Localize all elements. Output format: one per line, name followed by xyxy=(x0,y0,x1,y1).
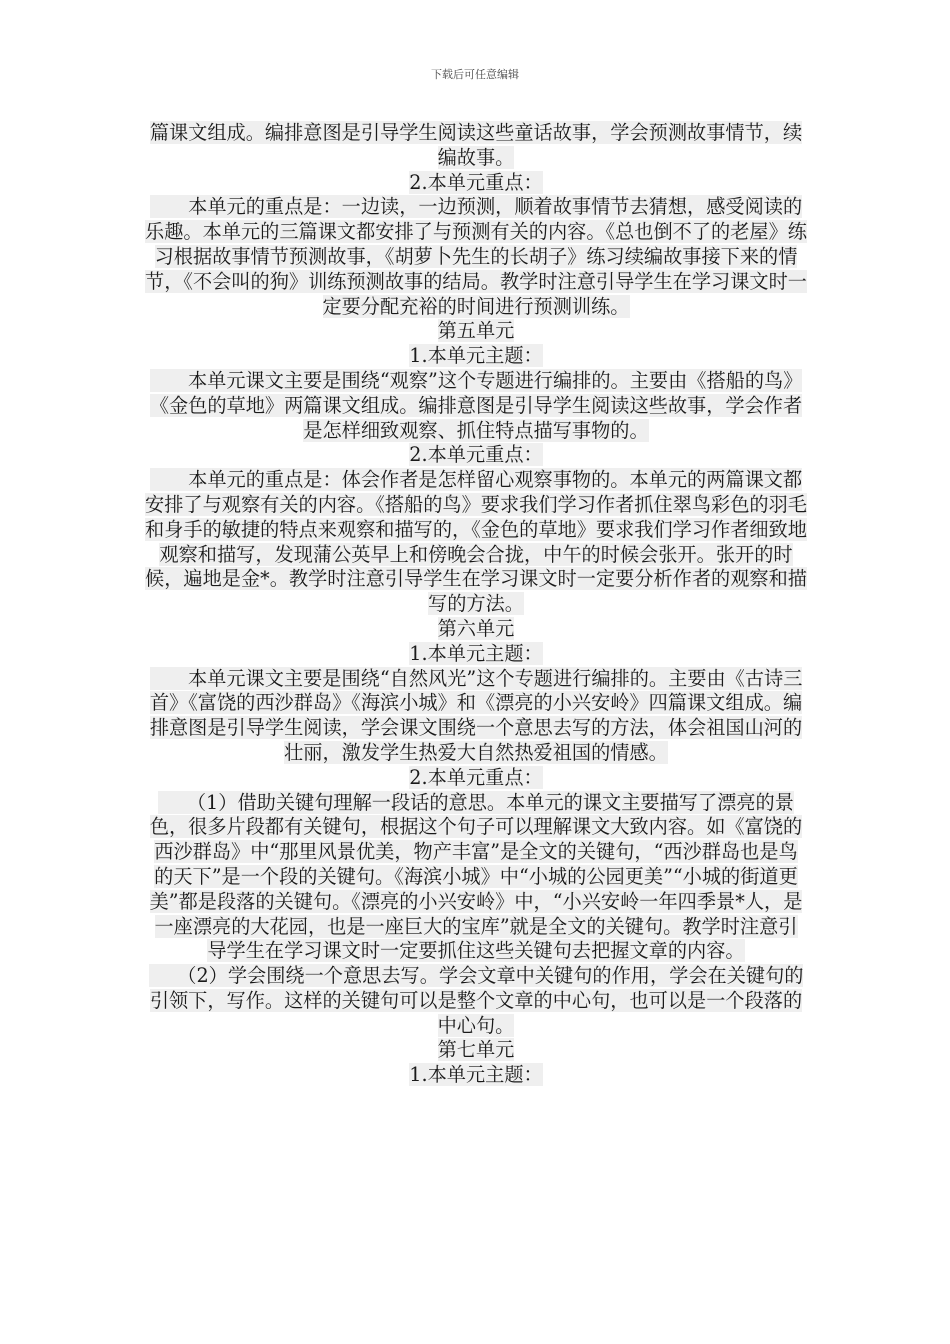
paragraph-unit6-theme: 本单元课文主要是围绕“自然风光”这个专题进行编排的。主要由《古诗三首》《富饶的西沙群岛》《海滨小城》和《漂亮的小兴安岭》四篇课文组成。编排意图是引导学生阅读，学会课文围绕一个意思去写的方法，体会祖国山河的壮丽，激发学生热爱大自然热爱祖国的情感。 xyxy=(149,666,803,764)
section-heading-unit6-theme: 1.本单元主题： xyxy=(409,641,543,665)
paragraph-unit5-theme: 本单元课文主要是围绕“观察”这个专题进行编排的。主要由《搭船的鸟》《金色的草地》两篇课文组成。编排意图是引导学生阅读这些故事，学会作者是怎样细致观察、抓住特点描写事物的。 xyxy=(149,368,803,442)
paragraph-unit6-focus-2: （2）学会围绕一个意思去写。学会文章中关键句的作用，学会在关键句的引领下，写作。这样的关键句可以是整个文章的中心句，也可以是一个段落的中心句。 xyxy=(148,964,804,1037)
unit-heading-unit5: 第五单元 xyxy=(437,319,515,343)
section-heading-unit7-theme: 1.本单元主题： xyxy=(409,1063,543,1087)
unit-heading-unit6: 第六单元 xyxy=(437,616,515,640)
section-heading-unit5-theme: 1.本单元主题： xyxy=(409,344,543,368)
unit-heading-unit7: 第七单元 xyxy=(437,1038,515,1062)
paragraph-unit4-focus: 本单元的重点是：一边读，一边预测，顺着故事情节去猜想，感受阅读的乐趣。本单元的三篇课文都安排了与预测有关的内容。《总也倒不了的老屋》练习根据故事情节预测故事，《胡萝卜先生的长胡子》练习续编故事接下来的情节，《不会叫的狗》训练预测故事的结局。教学时注意引导学生在学习课文时一定要分配充裕的时间进行预测训练。 xyxy=(145,195,807,318)
paragraph-unit6-focus-1: （1）借助关键句理解一段话的意思。本单元的课文主要描写了漂亮的景色，很多片段都有关键句，根据这个句子可以理解课文大致内容。如《富饶的西沙群岛》中“那里风景优美，物产丰富”是全文的关键句，“西沙群岛也是鸟的天下”是一个段的关键句。《海滨小城》中“小城的公园更美”“小城的街道更美”都是段落的关键句。《漂亮的小兴安岭》中，“小兴安岭一年四季景*人，是一座漂亮的大花园，也是一座巨大的宝库”就是全文的关键句。教学时注意引导学生在学习课文时一定要抓住这些关键句去把握文章的内容。 xyxy=(149,790,803,963)
section-heading-unit5-focus: 2.本单元重点： xyxy=(409,443,543,467)
document-body xyxy=(145,121,807,1088)
paragraph-intro-continued: 篇课文组成。编排意图是引导学生阅读这些童话故事，学会预测故事情节，续编故事。 xyxy=(149,121,803,169)
paragraph-unit5-focus: 本单元的重点是：体会作者是怎样留心观察事物的。本单元的两篇课文都安排了与观察有关的内容。《搭船的鸟》要求我们学习作者抓住翠鸟彩色的羽毛和身手的敏捷的特点来观察和描写的，《金色的草地》要求我们学习作者细致地观察和描写，发现蒲公英早上和傍晚会合拢，中午的时候会张开。张开的时候，遍地是金*。教学时注意引导学生在学习课文时一定要分析作者的观察和描写的方法。 xyxy=(145,468,807,616)
section-heading-unit6-focus: 2.本单元重点： xyxy=(409,765,543,789)
section-heading-unit4-focus: 2.本单元重点： xyxy=(409,170,543,194)
page-header: 下载后可任意编辑 xyxy=(431,68,519,81)
